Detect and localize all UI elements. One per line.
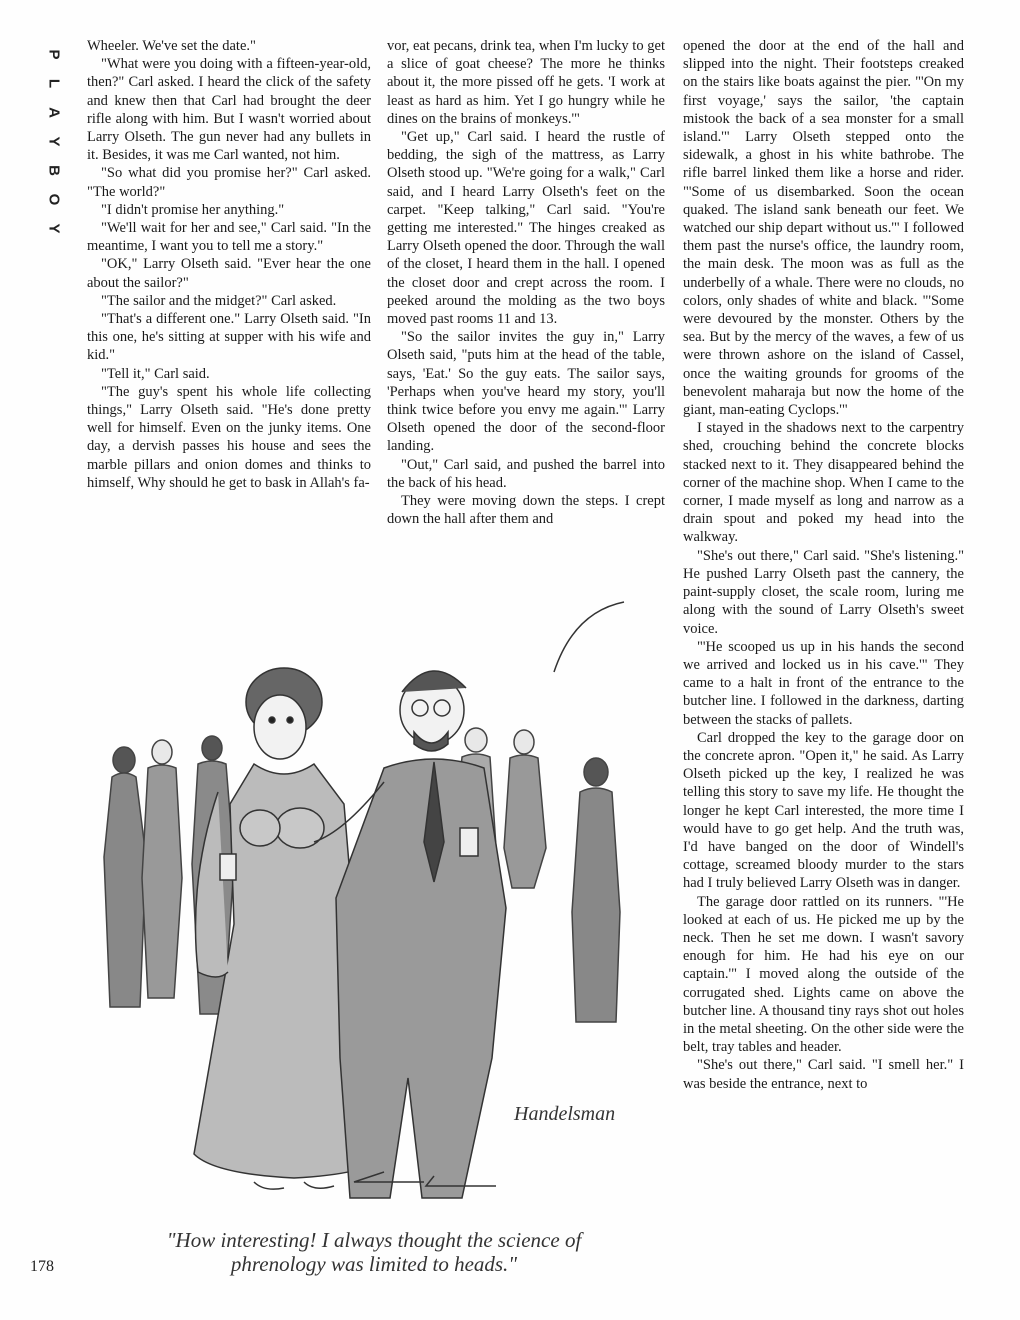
paragraph: "That's a different one." Larry Olseth said. "In this one, he's sitting at supper with his wife and kid." bbox=[87, 311, 371, 364]
paragraph: "The sailor and the midget?" Carl asked. bbox=[101, 292, 337, 309]
paragraph: "What were you doing with a fifteen-year-old, then?" Carl asked. I heard the click of the safety and knew then that Carl had brought the deer rifle along with him. But I wasn't worried about Larry Olseth. The gun never had any bullets in it. Besides, it was me Carl wanted, not him. bbox=[87, 56, 371, 164]
paragraph: "Tell it," Carl said. bbox=[101, 365, 210, 382]
caption-line-2: phrenology was limited to heads." bbox=[230, 1252, 518, 1276]
paragraph: "Get up," Carl said. I heard the rustle of bedding, the sigh of the mattress, as Larry Olseth stood up. "We're going for a walk," Carl said, and I heard Larry Olseth's feet on the carpet. "Keep talking," Carl said. "You're getting me interested." The hinges creaked as Larry Olseth opened the door. Through the wall of the closet, I heard them in the hall. I opened the closet door and crept across the room. I peeked around the molding as the two boys moved past rooms 11 and 13. bbox=[387, 129, 665, 328]
page-number: 178 bbox=[30, 1258, 54, 1275]
text-column-3 bbox=[683, 37, 964, 1093]
paragraph: "'He scooped us up in his hands the second we arrived and locked us in his cave.'" They came to a halt in front of the entrance to the butcher line. I followed in the darkness, darting between the stacks of pallets. bbox=[683, 638, 964, 728]
paragraph: "OK," Larry Olseth said. "Ever hear the one about the sailor?" bbox=[87, 256, 371, 291]
paragraph: Wheeler. We've set the date." bbox=[87, 38, 256, 54]
magazine-letter: Y bbox=[45, 136, 63, 147]
magazine-letter: L bbox=[45, 78, 63, 89]
paragraph: I stayed in the shadows next to the carpentry shed, crouching behind the concrete blocks stacked next to it. They disappeared behind the corner of the machine shop. When I came to the corner, I made myself as long and narrow as a drain spout and poked my head into the walkway. bbox=[683, 420, 964, 546]
magazine-letter: P bbox=[45, 49, 63, 60]
paragraph: Carl dropped the key to the garage door on the concrete apron. "Open it," he said. As Larry Olseth picked up the key, I realized he was telling this story to save my life. He thought the longer he kept Carl interested, the more time I would have to go get help. And the truth was, I'd have banged on the door of Windell's cottage, screamed bloody murder to the stars had I truly believed Larry Olseth was in danger. bbox=[683, 729, 964, 892]
magazine-letter: B bbox=[45, 165, 63, 176]
text-column-1 bbox=[87, 37, 371, 492]
paragraph: "So the sailor invites the guy in," Larry Olseth said, "puts him at the head of the table, says, 'Eat.' So the guy eats. The sailor says, 'Perhaps when you've heard my story, you'll think twice before you envy me again.'" Larry Olseth opened the door of the second-floor landing. bbox=[387, 329, 665, 455]
magazine-letter: O bbox=[45, 193, 63, 206]
paragraph: opened the door at the end of the hall and slipped into the night. Their footsteps creaked on the stairs like boats against the pier. "'On my first voyage,' says the sailor, 'the captain mistook the back of a sea monster for a small island.'" Larry Olseth stepped onto the sidewalk, a ghost in his white bathrobe. The rifle barrel linked them like a horse and rider. "'Some of us disembarked. Soon the ocean quaked. The island sank beneath our feet. We watched our ship depart without us.'" I followed them past the nurse's office, the laundry room, the main desk. The moon was as full as the underbelly of a whale. There were no clouds, no colors, only shades of white and black. "'Some were devoured by the monster. Others by the sea. But by the mercy of the waves, a few of us were thrown ashore on the island of Cassel, once the waiting grounds for grooms of the benevolent maharaja but now the home of the giant, man-eating Cyclops.'" bbox=[683, 38, 964, 419]
paragraph: "So what did you promise her?" Carl asked. "The world?" bbox=[87, 165, 371, 200]
paragraph: "I didn't promise her anything." bbox=[101, 201, 285, 218]
paragraph: "Out," Carl said, and pushed the barrel into the back of his head. bbox=[387, 456, 665, 491]
paragraph: They were moving down the steps. I crept down the hall after them and bbox=[387, 493, 665, 528]
caption-line-1: "How interesting! I always thought the science of bbox=[166, 1228, 582, 1252]
paragraph: "She's out there," Carl said. "I smell her." I was beside the entrance, next to bbox=[683, 1057, 964, 1092]
paragraph: "She's out there," Carl said. "She's listening." He pushed Larry Olseth past the cannery, the paint-supply closet, the scale room, luring me along with the sound of Larry Olseth's sweet voice. bbox=[683, 547, 964, 637]
cartoon-caption bbox=[124, 1228, 624, 1276]
paragraph: The garage door rattled on its runners. "'He looked at each of us. He picked me up by the neck. Then he set me down. I wasn't savory enough for him. He had his eye on our captain.'" I moved along the outside of the corrugated shed. Lights came on above the butcher line. A thousand tiny rays shot out holes in the metal sheeting. On the other side were the belt, tray tables and header. bbox=[683, 893, 964, 1056]
magazine-letter: Y bbox=[45, 223, 63, 234]
magazine-letter: A bbox=[45, 107, 63, 118]
paragraph: "The guy's spent his whole life collecting things," Larry Olseth said. "He's done pretty well for himself. Even on the junky items. One day, a dervish passes his house and sees the marble pillars and onion domes and thinks to himself, Why should he get to bask in Allah's fa- bbox=[87, 383, 371, 491]
paragraph: "We'll wait for her and see," Carl said. "In the meantime, I want you to tell me a story." bbox=[87, 220, 371, 255]
magazine-name-vertical bbox=[28, 40, 68, 243]
cartoon-illustration bbox=[84, 592, 668, 1212]
cartoonist-signature: Handelsman bbox=[514, 1103, 616, 1125]
paragraph: vor, eat pecans, drink tea, when I'm lucky to get a slice of goat cheese? The more he thinks about it, the more pissed off he gets. 'I work at least as hard as him. Yet I go hungry while he dines on the brains of monkeys.'" bbox=[387, 38, 665, 127]
text-column-2 bbox=[387, 37, 665, 528]
